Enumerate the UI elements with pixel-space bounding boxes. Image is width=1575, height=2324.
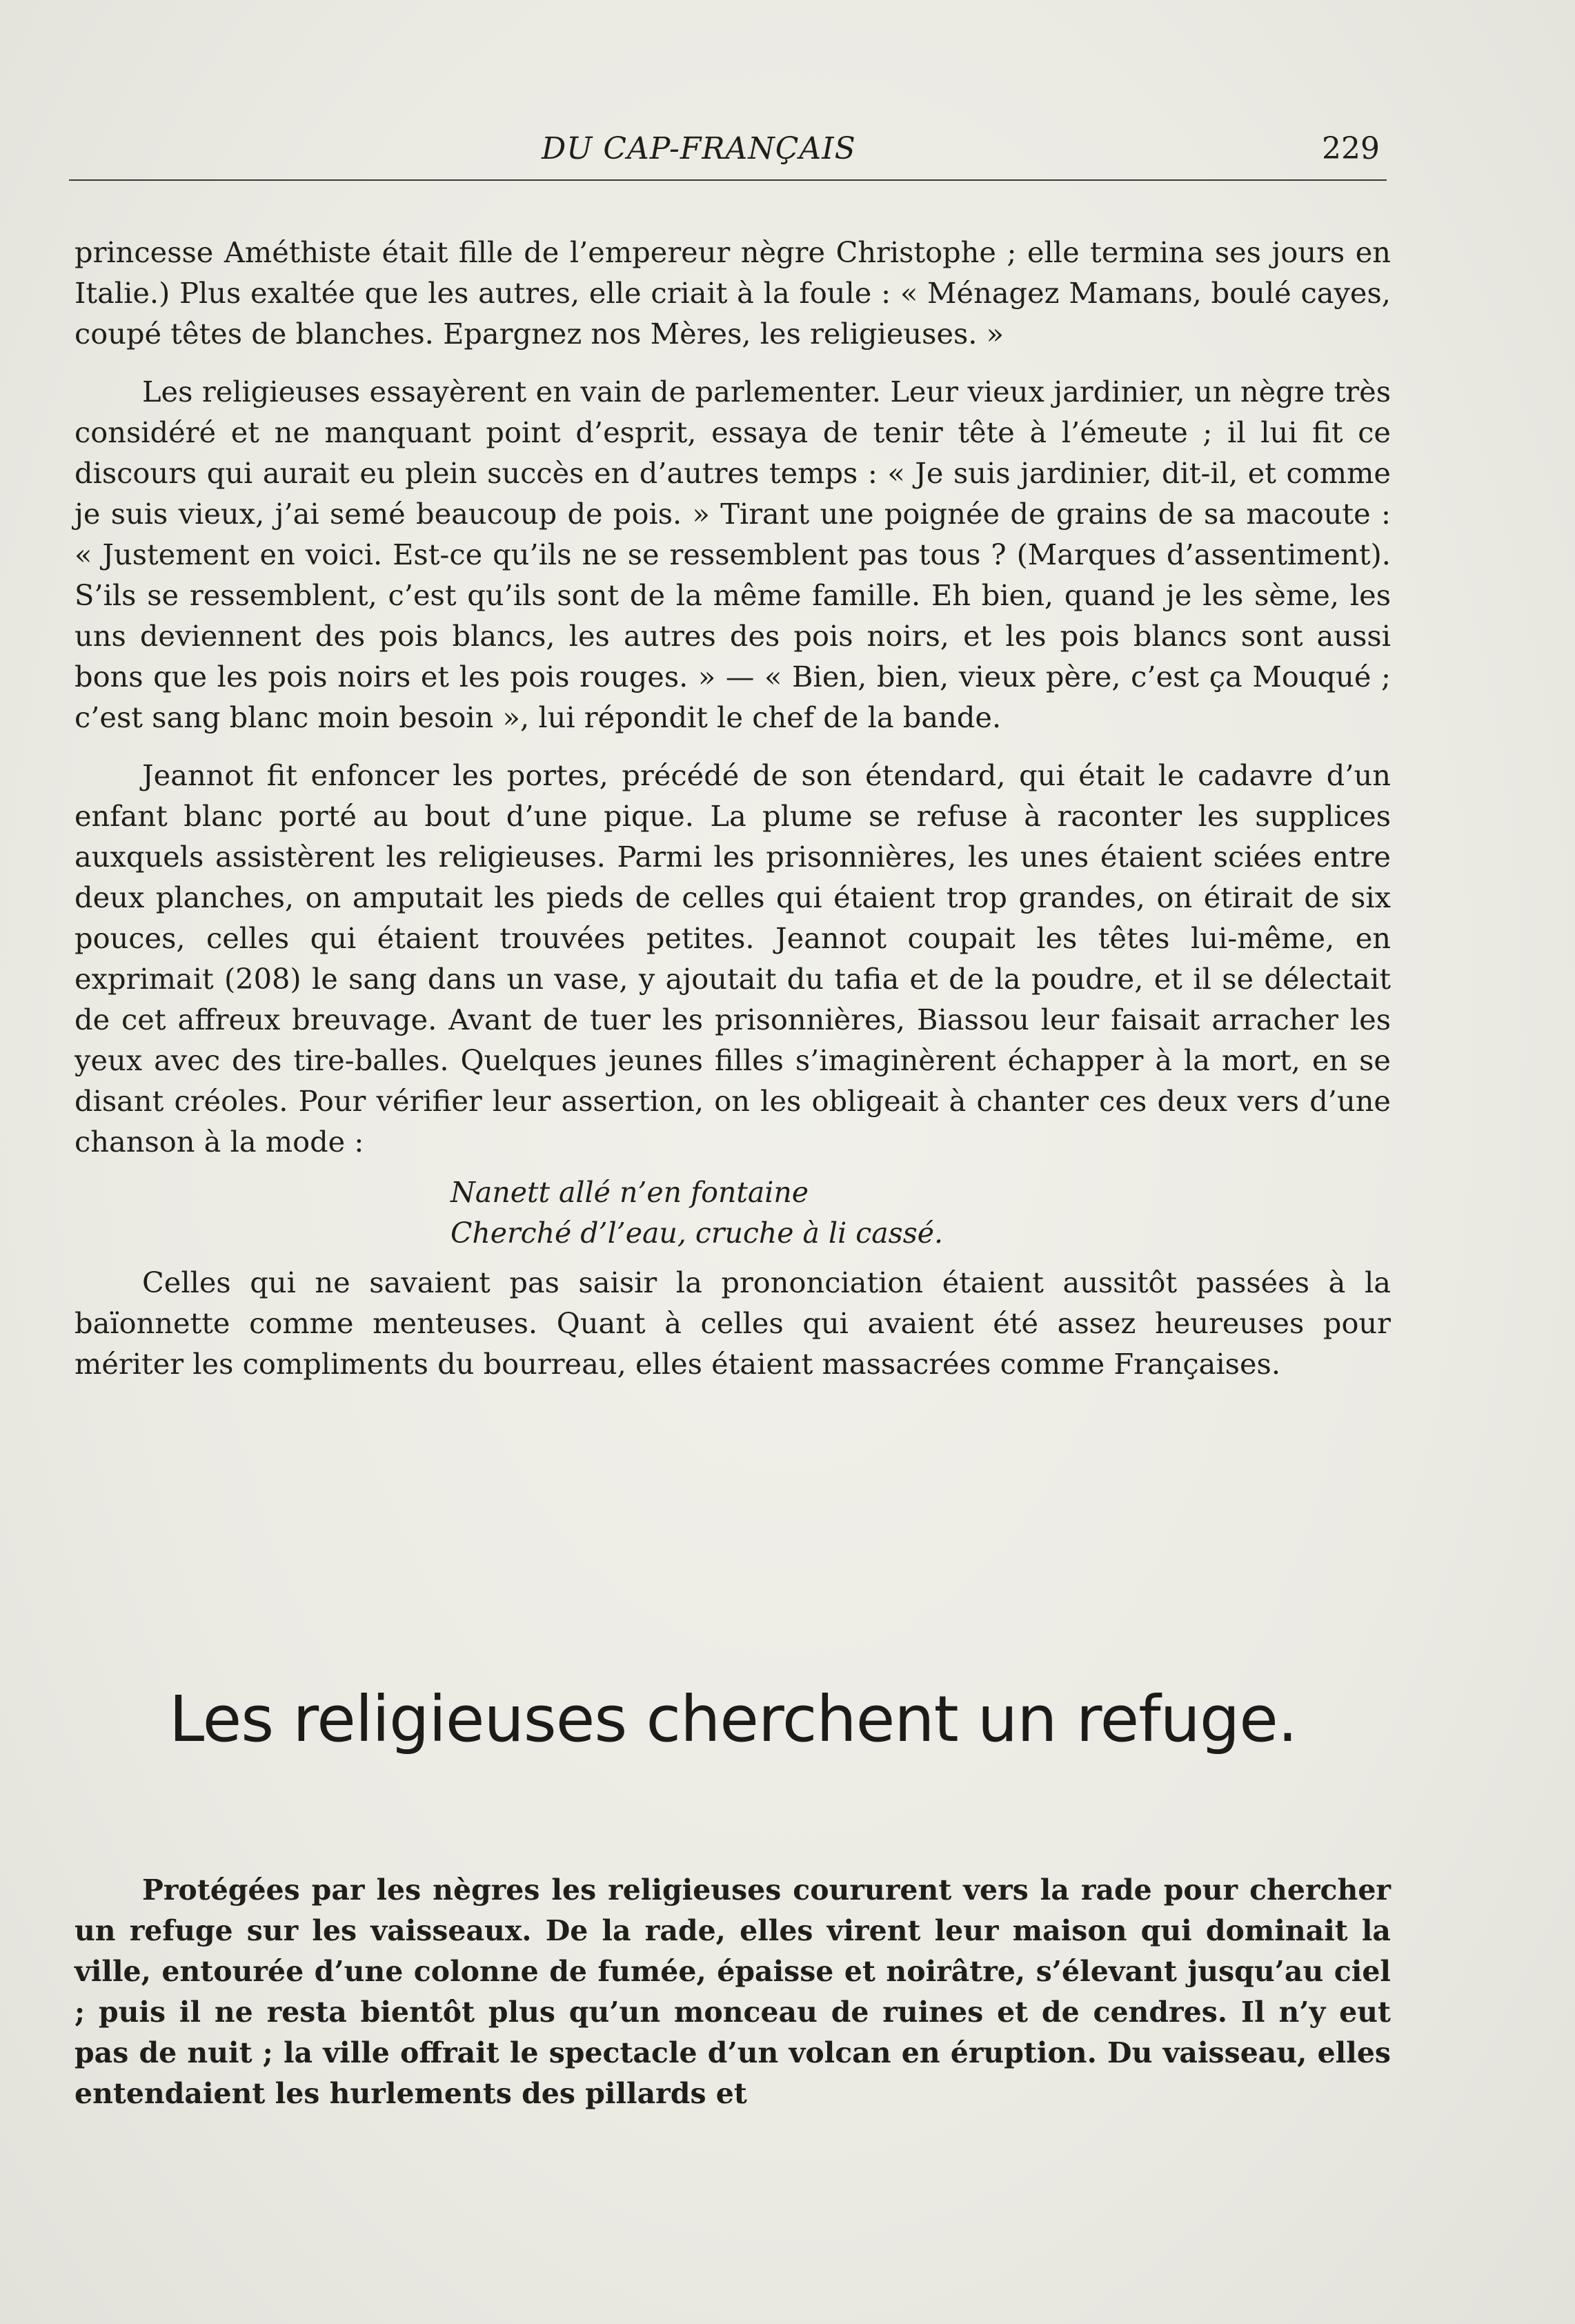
- section-text: [75, 1870, 1391, 2131]
- section-heading: Les religieuses cherchent un refuge.: [169, 1682, 1298, 1756]
- verse-line-1: Nanett allé n’en fontaine: [450, 1176, 809, 1209]
- paragraph-continued: princesse Améthiste était fille de l’empereur nègre Christophe ; elle termina ses jours en Italie.) Plus exaltée que les autres, elle criait à la foule : « Ménagez Mamans, boulé cayes, coupé têtes de blanches. Epargnez nos Mères, les religieuses. »: [75, 235, 1391, 351]
- main-text: [75, 232, 1391, 1401]
- page-number: 229: [1322, 131, 1380, 166]
- running-title: DU CAP-FRANÇAIS: [542, 131, 856, 166]
- paragraph-refuge: Protégées par les nègres les religieuses coururent vers la rade pour chercher un refuge sur les vaisseaux. De la rade, elles virent leur maison qui dominait la ville, entourée d’une colonne de fumée, épaisse et noirâtre, s’élevant jusqu’au ciel ; puis il ne resta bientôt plus qu’un monceau de ruines et de cendres. Il n’y eut pas de nuit ; la ville offrait le spectacle d’un volcan en éruption. Du vaisseau, elles entendaient les hurlements des pillards et: [75, 1873, 1391, 2110]
- paragraph-after-verse: Celles qui ne savaient pas saisir la prononciation étaient aussitôt passées à la baïonnette comme menteuses. Quant à celles qui avaient été assez heureuses pour mériter les compliments du bourreau, elles étaient massacrées comme Françaises.: [75, 1266, 1391, 1381]
- paragraph-jeannot: Jeannot fit enfoncer les portes, précédé de son étendard, qui était le cadavre d’un enfant blanc porté au bout d’une pique. La plume se refuse à raconter les supplices auxquels assistèrent les religieuses. Parmi les prisonnières, les unes étaient sciées entre deux planches, on amputait les pieds de celles qui étaient trop grandes, on étirait de six pouces, celles qui étaient trouvées petites. Jeannot coupait les têtes lui-même, en exprimait (208) le sang dans un vase, y ajoutait du tafia et de la poudre, et il se délectait de cet affreux breuvage. Avant de tuer les prisonnières, Biassou leur faisait arracher les yeux avec des tire-balles. Quelques jeunes filles s’imaginèrent échapper à la mort, en se disant créoles. Pour vérifier leur assertion, on les obligeait à chanter ces deux vers d’une chanson à la mode :: [75, 758, 1391, 1159]
- song-verse: [75, 1172, 1391, 1254]
- verse-line-2: Cherché d’l’eau, cruche à li cassé.: [450, 1217, 944, 1250]
- page-header: [69, 124, 1387, 179]
- paragraph-gardener: Les religieuses essayèrent en vain de parlementer. Leur vieux jardinier, un nègre très considéré et ne manquant point d’esprit, essaya de tenir tête à l’émeute ; il lui fit ce discours qui aurait eu plein succès en d’autres temps : « Je suis jardinier, dit-il, et comme je suis vieux, j’ai semé beaucoup de pois. » Tirant une poignée de grains de sa macoute : « Justement en voici. Est-ce qu’ils ne se ressemblent pas tous ? (Marques d’assentiment). S’ils se ressemblent, c’est qu’ils sont de la même famille. Eh bien, quand je les sème, les uns deviennent des pois blancs, les autres des pois noirs, et les pois blancs sont aussi bons que les pois noirs et les pois rouges. » — « Bien, bien, vieux père, c’est ça Mouqué ; c’est sang blanc moin besoin », lui répondit le chef de la bande.: [75, 375, 1391, 734]
- header-rule: [69, 179, 1387, 181]
